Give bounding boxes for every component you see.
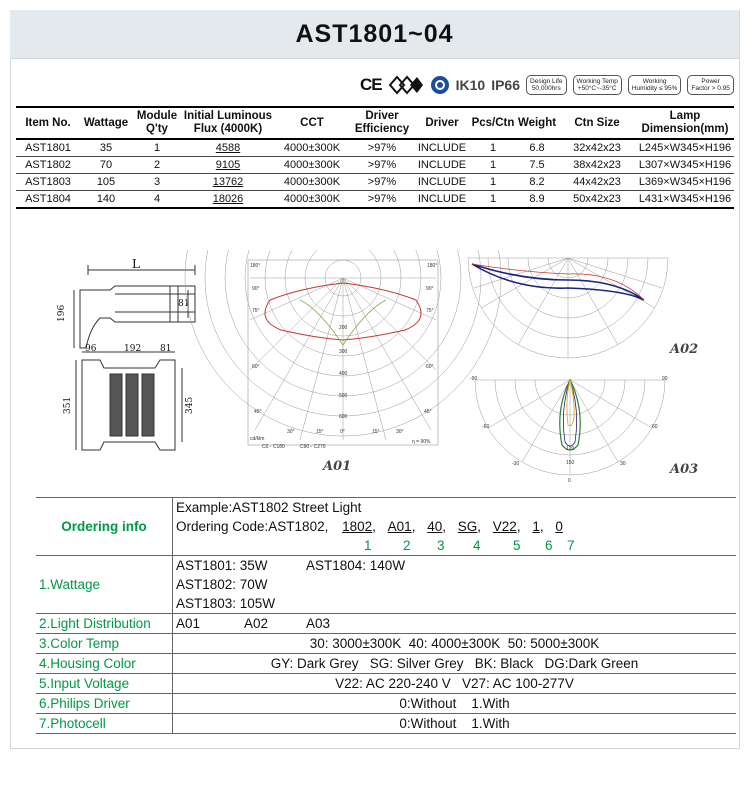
cell: L431×W345×H196 bbox=[636, 191, 734, 209]
index-5: 5 bbox=[513, 538, 521, 553]
wattage-ast1804: AST1804: 140W bbox=[306, 558, 406, 573]
dim-top-mid: 192 bbox=[124, 344, 142, 354]
a03-ring-150: 150 bbox=[566, 460, 575, 466]
cell: 105 bbox=[80, 174, 132, 191]
index-3: 3 bbox=[437, 538, 445, 553]
cell: 8.2 bbox=[516, 174, 558, 191]
cell: 7.5 bbox=[516, 157, 558, 174]
col-efficiency: Driver Efficiency bbox=[350, 107, 414, 139]
a01-angle-l30: 30° bbox=[287, 429, 295, 435]
cell: 1 bbox=[470, 191, 516, 209]
dim-right: 345 bbox=[185, 396, 195, 414]
ordering-index-cell bbox=[173, 536, 737, 556]
a01-legend-c90: C90 - C270 bbox=[300, 444, 326, 450]
dim-left: 351 bbox=[63, 396, 73, 414]
col-item: Item No. bbox=[16, 107, 80, 139]
color-temp-value: 30: 3000±300K 40: 4000±300K 50: 5000±300K bbox=[173, 634, 737, 654]
a01-angle-l15: 15° bbox=[316, 429, 324, 435]
cell: 35 bbox=[80, 139, 132, 157]
code-color-temp: 40 bbox=[427, 519, 443, 534]
dim-height: 196 bbox=[57, 304, 67, 322]
cell: 2 bbox=[132, 157, 182, 174]
a01-unit: cd/klm bbox=[250, 436, 265, 442]
cell: L369×W345×H196 bbox=[636, 174, 734, 191]
title-bar bbox=[10, 10, 739, 59]
photocell-label: 7.Photocell bbox=[36, 714, 173, 734]
a01-angle-l90: 90° bbox=[252, 286, 260, 292]
distribution-a02: A02 bbox=[244, 616, 269, 631]
certification-strip bbox=[360, 71, 734, 99]
a01-angle-tr: 180° bbox=[427, 263, 438, 269]
table-row bbox=[16, 139, 734, 157]
cell: 9105 bbox=[182, 157, 274, 174]
design-life-badge: Design Life 50,000hrs bbox=[526, 75, 567, 95]
col-dimension: Lamp Dimension(mm) bbox=[636, 107, 734, 139]
index-4: 4 bbox=[473, 538, 481, 553]
cell: 3 bbox=[132, 174, 182, 191]
a01-ring-500: 500 bbox=[339, 393, 348, 399]
a01-ring-400: 400 bbox=[339, 371, 348, 377]
ip-rating: IP66 bbox=[491, 77, 521, 93]
dim-length: L bbox=[132, 257, 140, 271]
wattage-ast1801: AST1801: 35W bbox=[176, 558, 268, 573]
index-2: 2 bbox=[403, 538, 411, 553]
a03-ring-120: 120 bbox=[566, 446, 575, 452]
cell: 1 bbox=[132, 139, 182, 157]
philips-driver-value: 0:Without 1.With bbox=[173, 694, 737, 714]
cell: 140 bbox=[80, 191, 132, 209]
a01-angle-l75: 75° bbox=[252, 308, 260, 314]
distribution-row bbox=[36, 614, 736, 634]
a01-ring-300: 300 bbox=[339, 349, 348, 355]
drawings-area bbox=[0, 250, 750, 490]
housing-color-label: 4.Housing Color bbox=[36, 654, 173, 674]
input-voltage-value: V22: AC 220-240 V V27: AC 100-277V bbox=[173, 674, 737, 694]
power-factor-badge: Power Factor > 0.95 bbox=[687, 75, 734, 95]
a01-angle-r15: 15° bbox=[372, 429, 380, 435]
a03-tick-r90: 90 bbox=[662, 376, 668, 382]
a01-angle-tl: 180° bbox=[250, 263, 261, 269]
a01-angle-r60: 60° bbox=[426, 364, 434, 370]
a01-angle-r30: 30° bbox=[396, 429, 404, 435]
cell: 1 bbox=[470, 157, 516, 174]
ordering-code-prefix: Ordering Code:AST1802, bbox=[176, 519, 329, 534]
cell: INCLUDE bbox=[414, 157, 470, 174]
a01-angle-r75: 75° bbox=[426, 308, 434, 314]
cell: L307×W345×H196 bbox=[636, 157, 734, 174]
cell: >97% bbox=[350, 157, 414, 174]
col-module: Module Q'ty bbox=[132, 107, 182, 139]
code-distribution: A01 bbox=[387, 519, 412, 534]
dim-side: 81 bbox=[178, 299, 190, 309]
col-ctn: Ctn Size bbox=[558, 107, 636, 139]
philips-driver-label: 6.Philips Driver bbox=[36, 694, 173, 714]
ordering-code-cell: Ordering Code:AST1802, 1802, A01, 40, SG, V22, 1, 0 bbox=[176, 519, 563, 534]
table-row bbox=[16, 174, 734, 191]
cell: 4000±300K bbox=[274, 174, 350, 191]
a01-legend-c0: C0 - C180 bbox=[262, 444, 285, 450]
code-housing: SG bbox=[457, 519, 478, 534]
housing-color-row bbox=[36, 654, 736, 674]
ordering-info-row bbox=[36, 498, 736, 518]
code-driver: 1 bbox=[532, 519, 540, 534]
spec-header-row bbox=[16, 107, 734, 139]
cell: 32x42x23 bbox=[558, 139, 636, 157]
photocell-value: 0:Without 1.With bbox=[173, 714, 737, 734]
cell: 4000±300K bbox=[274, 157, 350, 174]
col-weight: Weight bbox=[516, 107, 558, 139]
working-temp-badge: Working Temp +50°C~-35°C bbox=[573, 75, 622, 95]
cell: AST1802 bbox=[16, 157, 80, 174]
a01-angle-r45: 45° bbox=[424, 409, 432, 415]
distribution-a01: A01 bbox=[176, 616, 201, 631]
a03-tick-l90: -90 bbox=[470, 376, 478, 382]
cell: AST1804 bbox=[16, 191, 80, 209]
a01-ring-200: 200 bbox=[339, 325, 348, 331]
col-cct: CCT bbox=[274, 107, 350, 139]
a01-angle-l45: 45° bbox=[254, 409, 262, 415]
side-view-drawing bbox=[74, 265, 195, 348]
distribution-a03: A03 bbox=[306, 616, 331, 631]
col-pcs: Pcs/Ctn bbox=[470, 107, 516, 139]
ik-rating: IK10 bbox=[455, 77, 486, 93]
wattage-row bbox=[36, 556, 736, 576]
cell: 13762 bbox=[182, 174, 274, 191]
housing-color-value: GY: Dark Grey SG: Silver Grey BK: Black DG:Dark Green bbox=[173, 654, 737, 674]
cell: AST1801 bbox=[16, 139, 80, 157]
a03-tick-0: 0 bbox=[568, 478, 571, 484]
a01-angle-0: 0° bbox=[340, 429, 345, 435]
spec-table bbox=[16, 106, 734, 209]
wattage-ast1803: AST1803: 105W bbox=[173, 594, 737, 614]
ordering-info-label: Ordering info bbox=[36, 498, 173, 556]
photocell-row bbox=[36, 714, 736, 734]
index-6: 6 bbox=[545, 538, 553, 553]
color-temp-row bbox=[36, 634, 736, 654]
cell: 1 bbox=[470, 174, 516, 191]
wattage-ast1802: AST1802: 70W bbox=[176, 577, 268, 592]
cell: 4 bbox=[132, 191, 182, 209]
distribution-values bbox=[173, 614, 737, 634]
a01-eta: η = 90% bbox=[412, 439, 431, 445]
cell: 38x42x23 bbox=[558, 157, 636, 174]
cell: 18026 bbox=[182, 191, 274, 209]
weee-icon bbox=[388, 75, 424, 95]
a02-label: A02 bbox=[670, 342, 699, 357]
distribution-label: 2.Light Distribution bbox=[36, 614, 173, 634]
dim-top-right: 81 bbox=[160, 344, 172, 354]
cell: 44x42x23 bbox=[558, 174, 636, 191]
code-photocell: 0 bbox=[555, 519, 563, 534]
cell: 4000±300K bbox=[274, 139, 350, 157]
a03-tick-l60: -60 bbox=[482, 424, 490, 430]
col-driver: Driver bbox=[414, 107, 470, 139]
top-view-drawing bbox=[76, 352, 182, 450]
color-temp-label: 3.Color Temp bbox=[36, 634, 173, 654]
tuv-icon bbox=[430, 75, 450, 95]
a03-label: A03 bbox=[670, 462, 699, 477]
a03-tick-r30: 30 bbox=[620, 461, 626, 467]
cell: INCLUDE bbox=[414, 191, 470, 209]
cell: 4000±300K bbox=[274, 191, 350, 209]
cell: 70 bbox=[80, 157, 132, 174]
cell: 4588 bbox=[182, 139, 274, 157]
code-wattage: 1802 bbox=[342, 519, 373, 534]
cell: INCLUDE bbox=[414, 139, 470, 157]
cell: INCLUDE bbox=[414, 174, 470, 191]
cell: >97% bbox=[350, 174, 414, 191]
ordering-table bbox=[36, 497, 736, 734]
page-title: AST1801~04 bbox=[295, 20, 454, 48]
cell: >97% bbox=[350, 191, 414, 209]
input-voltage-row bbox=[36, 674, 736, 694]
table-row bbox=[16, 157, 734, 174]
cell: AST1803 bbox=[16, 174, 80, 191]
cell: 8.9 bbox=[516, 191, 558, 209]
col-wattage: Wattage bbox=[80, 107, 132, 139]
code-voltage: V22 bbox=[492, 519, 517, 534]
cell: >97% bbox=[350, 139, 414, 157]
input-voltage-label: 5.Input Voltage bbox=[36, 674, 173, 694]
a01-ring-600: 600 bbox=[339, 414, 348, 420]
col-flux: Initial Luminous Flux (4000K) bbox=[182, 107, 274, 139]
cell: 6.8 bbox=[516, 139, 558, 157]
dim-top-left: 96 bbox=[85, 344, 97, 354]
cell: 1 bbox=[470, 139, 516, 157]
a03-tick-r60: 60 bbox=[652, 424, 658, 430]
index-1: 1 bbox=[364, 538, 372, 553]
cell: 50x42x23 bbox=[558, 191, 636, 209]
a01-angle-l60: 60° bbox=[252, 364, 260, 370]
a01-angle-r90: 90° bbox=[426, 286, 434, 292]
table-row bbox=[16, 191, 734, 209]
wattage-line-1 bbox=[173, 556, 737, 576]
philips-driver-row bbox=[36, 694, 736, 714]
humidity-badge: Working Humidity ≤ 95% bbox=[628, 75, 682, 95]
a01-label: A01 bbox=[323, 459, 352, 474]
wattage-label: 1.Wattage bbox=[36, 556, 173, 614]
cell: L245×W345×H196 bbox=[636, 139, 734, 157]
a03-tick-l30: -30 bbox=[512, 461, 520, 467]
index-7: 7 bbox=[567, 538, 575, 553]
ordering-example: Example:AST1802 Street Light bbox=[173, 498, 737, 518]
ce-mark-icon: CE bbox=[360, 75, 382, 94]
